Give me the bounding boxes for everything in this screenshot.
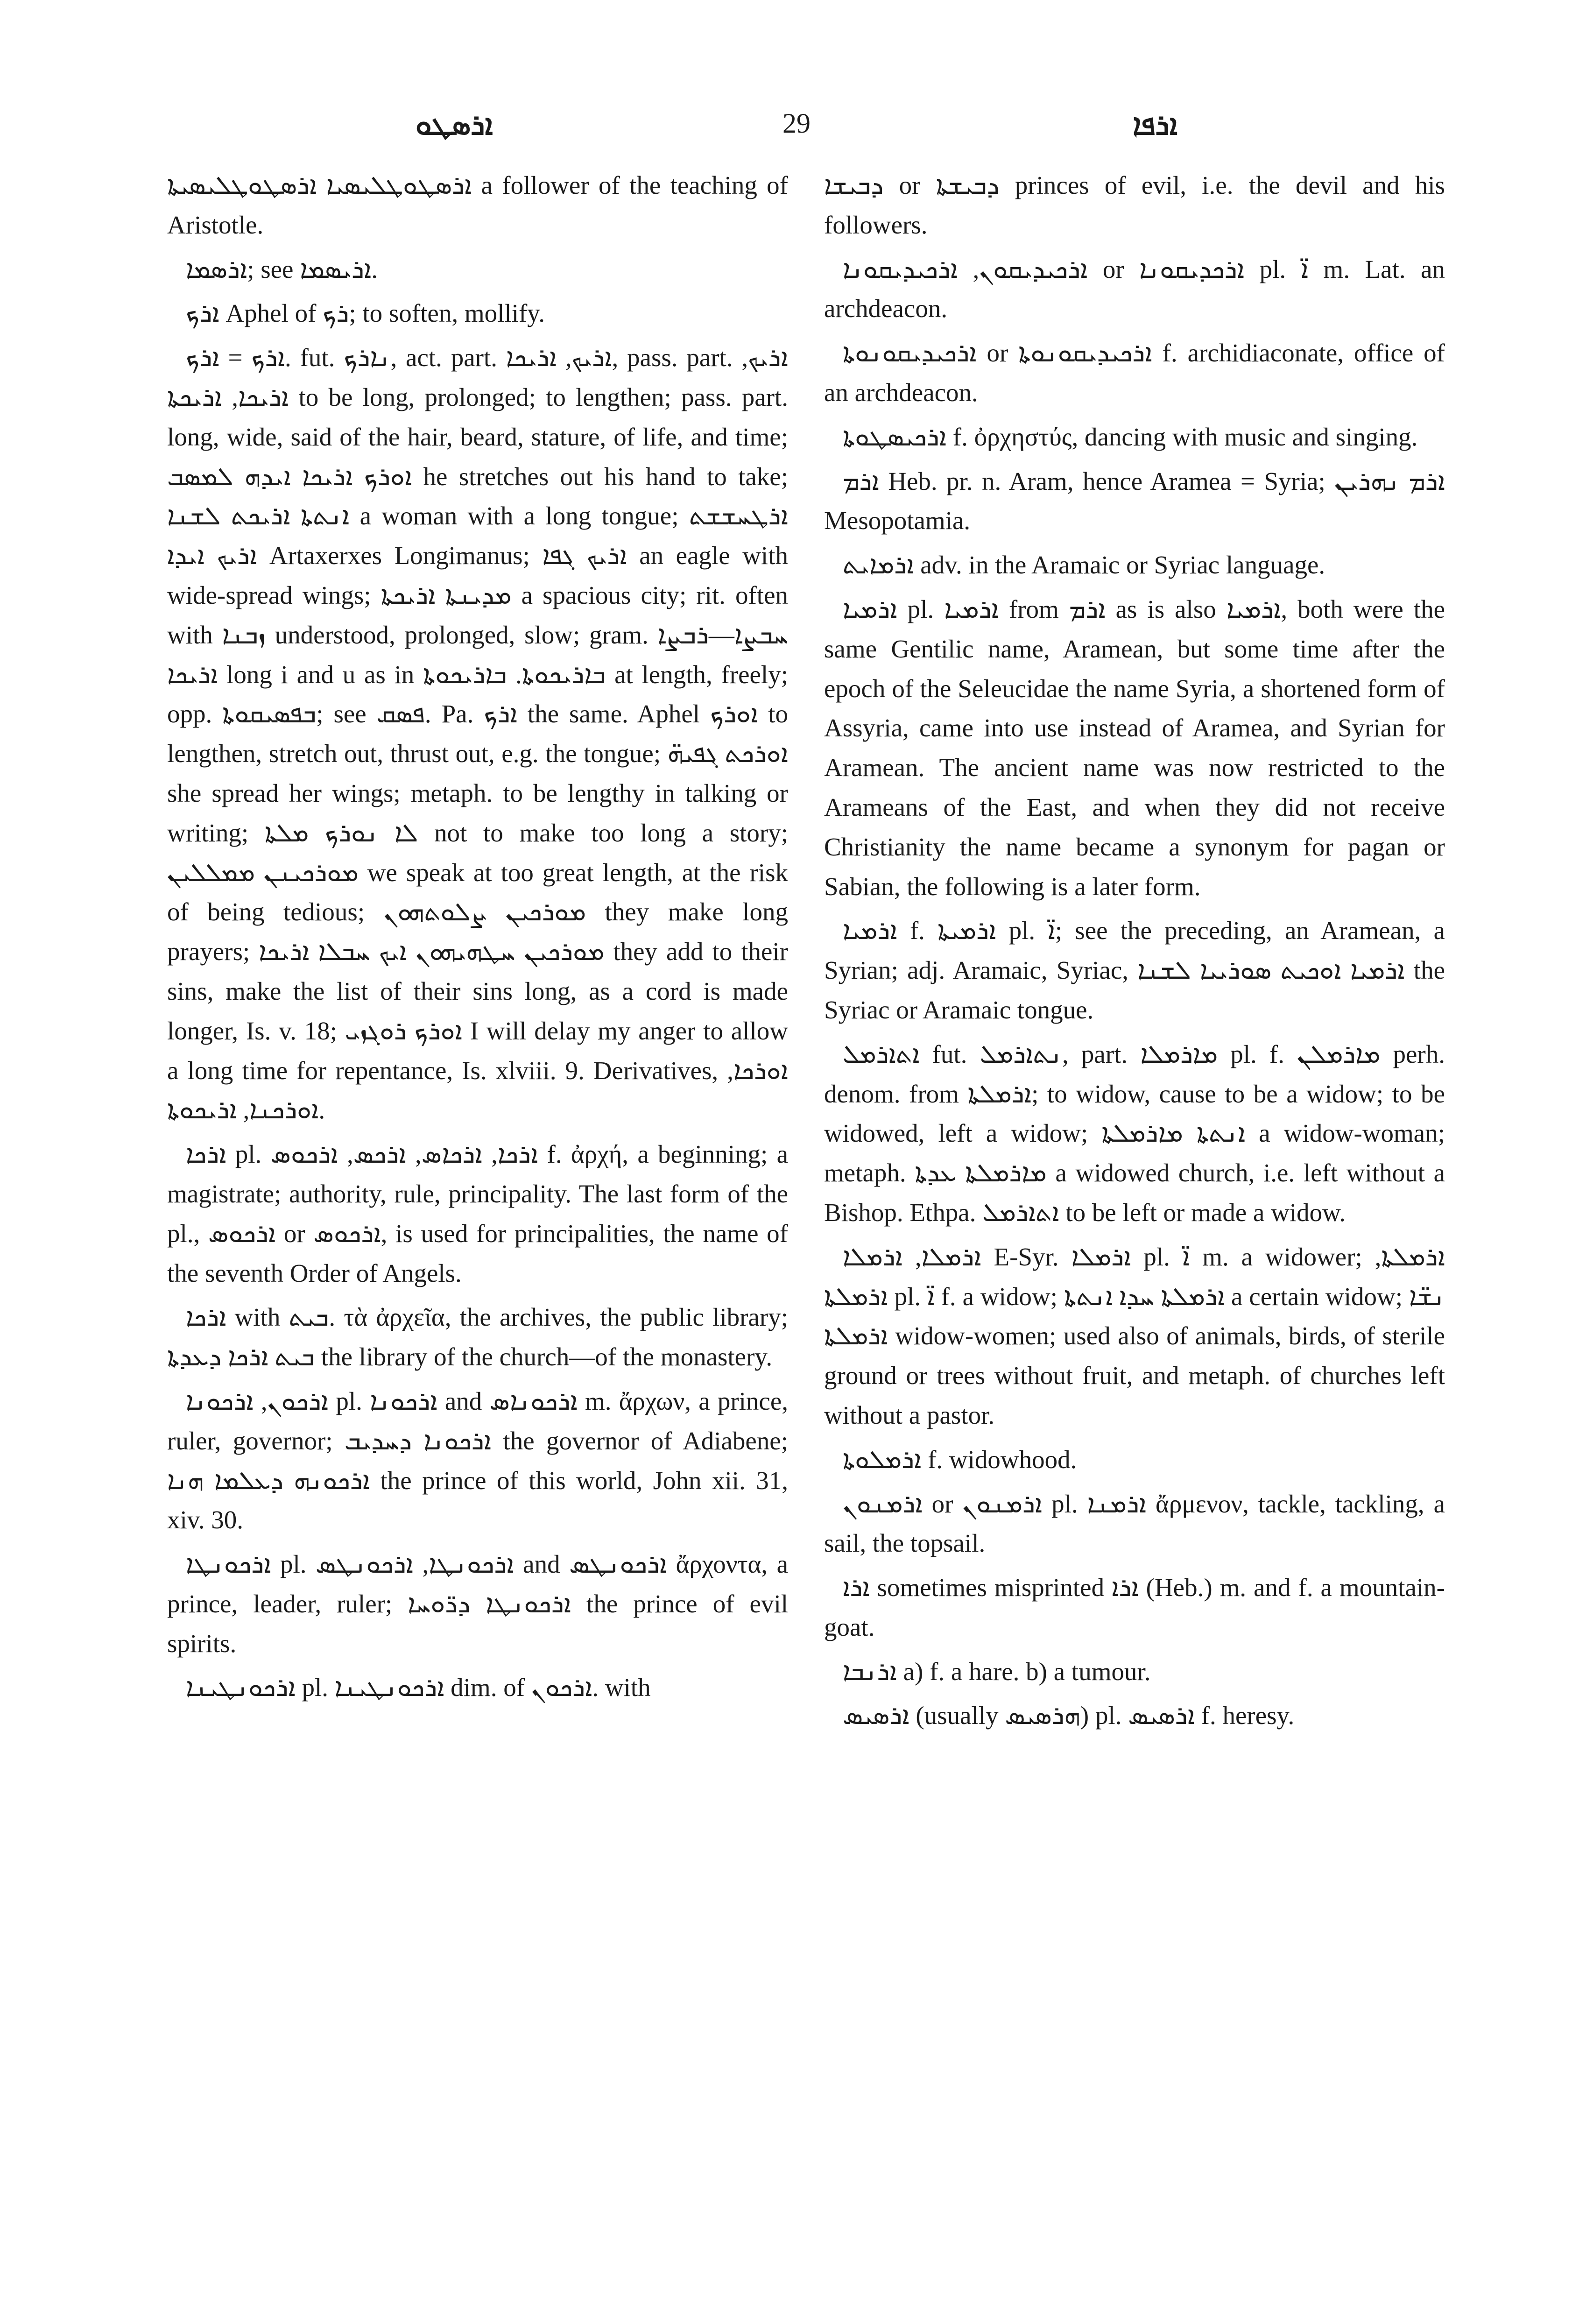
entry: ܐܪܟ Aphel of ܪܟ; to soften, mollify.	[186, 299, 545, 328]
page-header	[163, 107, 1430, 149]
entry: ܐܪܣܛܘܛܠܝܣܝܐ ܐܪܣܛܘܛܠܝܣܝܬܐ a follower of the teaching of Aristotle.	[167, 171, 788, 239]
entry: ܐܪܟܝܕܝܩܘܢ, ܐܪܟܝܕܝܩܘܢܐ or ܐܪܟܕܝܩܘܢܐ pl. ܐ̈ m. Lat. an archdeacon.	[824, 254, 1445, 323]
entry: ܐܪܣܡܐ; see ܐܪܝܣܡܐ.	[186, 254, 378, 283]
entry: ܐܪܟܐ pl. ܐܪܟܐ, ܐܪܟܐܣ, ܐܪܟܣ, ܐܪܟܘܣ f. ἀρχή, a beginning; a magistrate; authority, rule, principality. The last form of the pl., ܐܪܟܘܣ or ܐܪܟܘܣ, is used for principalities, the name of the seventh Order of Angels.	[167, 1140, 788, 1287]
entry: ܐܪܡܠܘܬܐ f. widowhood.	[843, 1445, 1077, 1474]
entry: ܐܪܢܒܐ a) f. a hare. b) a tumour.	[843, 1657, 1151, 1686]
entry: ܐܪܟܝܕܝܩܘܢܘܬܐ or ܐܪܟܝܕܝܩܘܢܘܬܐ f. archidiaconate, office of an archdeacon.	[824, 339, 1445, 407]
entry: ܐܪܡܝܐ pl. ܐܪܡܝܐ from ܐܪܡ as is also ܐܪܡܝܐ, both were the same Gentilic name, Aramean, but some time after the epoch of the Seleucidae the name Syria, a shortened form of Assyria, came into use instead of Aramea, and Syrian for Aramean. The ancient name was now restricted to the Arameans of the East, and when they did not receive Christianity the name became a synonym for pagan or Sabian, the following is a later form.	[824, 594, 1445, 901]
entry: ܐܪܟ = ܐܪܟ. fut. ܢܐܪܟ, act. part. ܐܪܝܟ, ܐܪܝܟܐ, pass. part. ܐܪܝܟ, ܐܪܝܟܐ, ܐܪܝܟܬܐ to be long, prolonged; to lengthen; pass. part. long, wide, said of the hair, beard, stature, of life, and time; ܐܘܪܟ ܐܪܝܟܐ ܐܝܕܗ ܠܡܣܒ he stretches out his hand to take; ܐܢܬܬܐ ܐܪܝܟܬ ܠܫܢܐ a woman with a long tongue; ܐܪܛܚܫܫܬ ܐܪܝܟ ܐܝܕܐ Artaxerxes Longimanus; ܐܪܝܟ ܓܦܐ an eagle with wide-spread wings; ܡܕܝܢܬܐ ܐܪܝܟܬܐ a spacious city; rit. often with ܙܒܢܐ understood, prolonged, slow; gram. ܚܒܨܐ—ܪܒܨܐ ܐܪܝܟܐ long i and u as in ܒܐܪܝܟܘܬܐ. ܒܐܪܝܟܘܬܐ at length, freely; opp. ܒܦܣܝܩܘܬܐ; see ܦܣܩ. Pa. ܐܪܟ the same. Aphel ܐܘܪܟ to lengthen, stretch out, thrust out, e.g. the tongue; ܐܘܪܟܬ ܓܦܝܗ̈ she spread her wings; metaph. to be lengthy in talking or writing; ܠܐ ܢܘܪܟ ܡܠܬܐ not to make too long a story; ܡܘܪܟܝܢܢ ܡܡܠܠܝܢ we speak at too great length, at the risk of being tedious; ܡܘܪܟܝܢ ܨܠܘܬܗܘܢ they make long prayers; ܡܘܪܟܝܢ ܚܛܗܝܗܘܢ ܐܝܟ ܚܒܠܐ ܐܪܝܟܐ they add to their sins, make the list of their sins long, as a cord is made longer, Is. v. 18; ܐܘܪܟ ܪܘܓܙܝ I will delay my anger to allow a long time for repentance, Is. xlviii. 9. Derivatives, ܐܘܪܟܐ, ܐܘܪܟܢܐ, ܐܪܝܟܘܬܐ.	[167, 343, 789, 1124]
entry: ܐܪܟܐ with ܒܝܬ. τὰ ἀρχεῖα, the archives, the public library; ܒܝܬ ܐܪܟܐ ܕܥܕܬܐ the library of the church—of the monastery.	[167, 1303, 788, 1371]
entry: ܐܪܡܝܐ f. ܐܪܡܝܬܐ pl. ܐ̈; see the preceding, an Aramean, a Syrian; adj. Aramaic, Syriac, ܐܪܡܝܐ ܐܘܟܝܬ ܣܘܪܝܝܐ ܠܫܢܐ the Syriac or Aramaic tongue.	[824, 916, 1445, 1024]
left-running-head: ܐܪܣܛܘ	[416, 107, 493, 141]
page-number: 29	[782, 108, 811, 139]
entry: ܐܪܐ sometimes misprinted ܐܪܐ (Heb.) m. and f. a mountain-goat.	[824, 1573, 1445, 1641]
entry: ܐܪܡܠܐ, ܐܪܡܠܐ E-Syr. ܐܪܡܠܐ pl. ܐ̈ m. a widower; ܐܪܡܠܬܐ, ܐܪܡܠܬܐ pl. ܐ̈ f. a widow; ܐܪܡܠܬܐ ܚܕܐ ܐܢܬܬܐ a certain widow; ܢܫ̈ܐ ܐܪܡܠܬܐ widow-women; used also of animals, birds, of sterile ground or trees without fruit, and metaph. of churches left without a pastor.	[824, 1242, 1445, 1429]
entry: ܐܪܟܘܢܛܝܢܐ pl. ܐܪܟܘܢܛܝܢܐ dim. of ܐܪܟܘܢ. with	[186, 1673, 651, 1702]
entry: ܐܪܟܘܢܛܐ pl. ܐܪܟܘܢܛܐ, ܐܪܟܘܢܛܣ and ܐܪܟܘܢܛܣ ἄρχοντα, a prince, leader, ruler; ܐܪܟܘܢܛܐ ܕܪ̈ܘܚܐ the prince of evil spirits.	[167, 1550, 789, 1658]
entry: ܐܪܟܘܢ, ܐܪܟܘܢܐ pl. ܐܪܟܘܢܐ and ܐܪܟܘܢܐܣ m. ἄρχων, a prince, ruler, governor; ܐܪܟܘܢܐ ܕܚܕܝܒ the governor of Adiabene; ܐܪܟܘܢܗ ܕܥܠܡܐ ܗܢܐ the prince of this world, John xii. 31, xiv. 30.	[167, 1386, 788, 1534]
right-column	[824, 166, 1445, 1740]
entry: ܕܒܝܫܐ or ܕܒܝܫܬܐ princes of evil, i.e. the devil and his followers.	[824, 171, 1445, 239]
entry: ܐܪܡ Heb. pr. n. Aram, hence Aramea = Syria; ܐܪܡ ܢܗܪܝܢ Mesopotamia.	[824, 466, 1445, 535]
left-column	[167, 166, 788, 1712]
entry: ܐܪܡܐܝܬ adv. in the Aramaic or Syriac language.	[843, 551, 1325, 579]
right-running-head: ܐܪܦܐ	[1133, 107, 1177, 141]
entry: ܐܬܐܪܡܠ fut. ܢܬܐܪܡܠ, part. ܡܐܪܡܠܐ pl. f. ܡܐܪܡܠܢ perh. denom. from ܐܪܡܠܬܐ; to widow, cause to be a widow; to be widowed, left a widow; ܐܢܬܬܐ ܡܐܪܡܠܬܐ a widow-woman; metaph. ܡܐܪܡܠܬܐ ܥܕܬܐ a widowed church, i.e. left without a Bishop. Ethpa. ܐܬܐܪܡܠ to be left or made a widow.	[824, 1039, 1445, 1227]
entry: ܐܪܟܝܣܛܘܬܐ f. ὀρχηστύς, dancing with music and singing.	[843, 422, 1418, 451]
entry: ܐܪܡܢܘܢ or ܐܪܡܢܘܢ pl. ܐܪܡܢܐ ἄρμενον, tackle, tackling, a sail, the topsail.	[824, 1489, 1445, 1558]
entry: ܐܪܣܝܣ (usually ܗܪܣܝܣ) pl. ܐܪܣܝܣ f. heresy.	[843, 1701, 1295, 1730]
